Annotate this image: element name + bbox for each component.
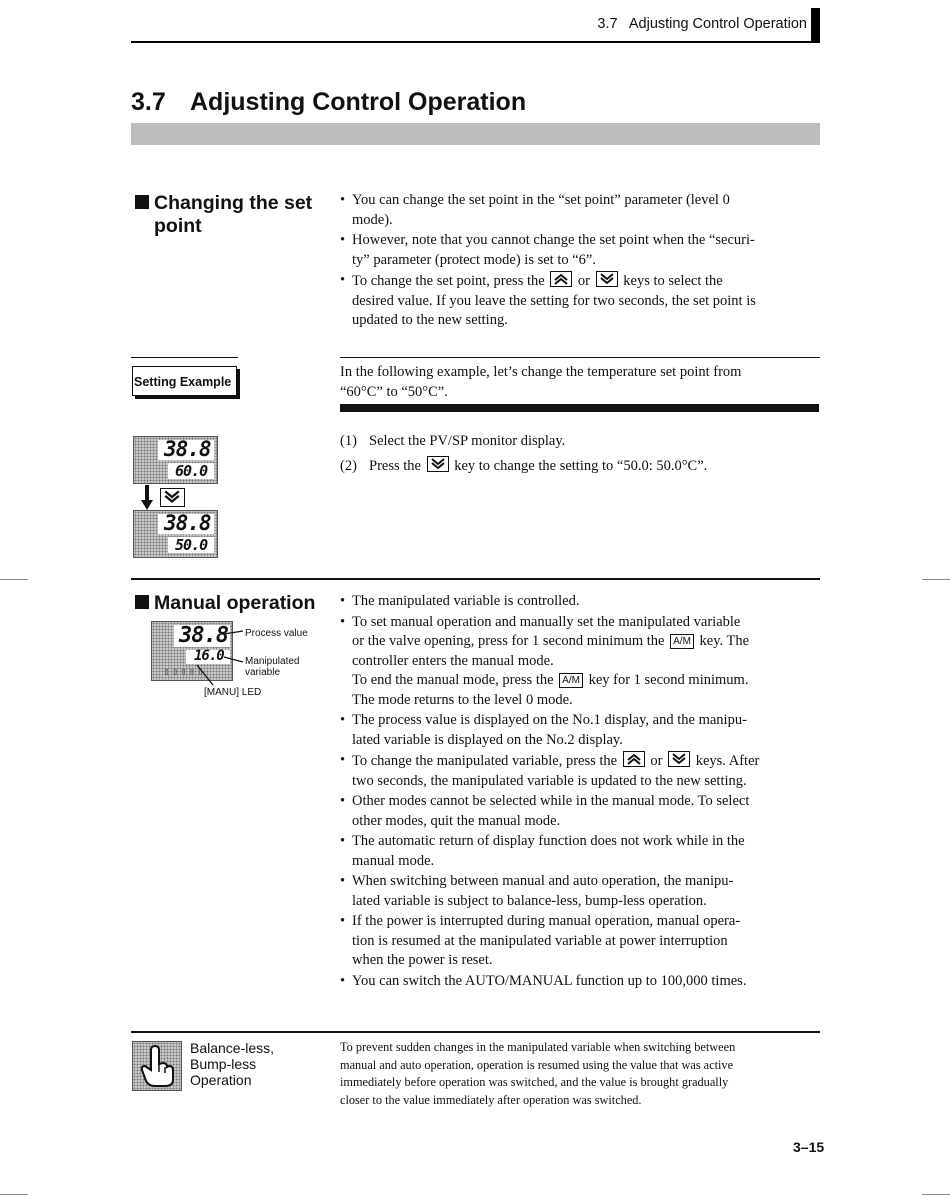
am-key-icon: A/M <box>559 673 583 688</box>
label-process-value: Process value <box>245 628 308 639</box>
list-item: • The process value is displayed on the No.1 display, and the manipu- lated variable is displayed on the No.2 display. <box>340 711 820 750</box>
set-point-bullets <box>340 191 820 332</box>
list-item: • To set manual operation and manually set the manipulated variable or the valve opening, press for 1 second minimum the A/M key. The controller enters the manual mode. To end the manual mode, press the A/M key for 1 second minimum. The mode returns to the level 0 mode. <box>340 613 820 711</box>
crop-mark <box>0 579 28 580</box>
down-key-icon <box>596 271 618 287</box>
pv-value: 38.8 <box>164 437 211 461</box>
page-title <box>131 88 526 117</box>
up-key-icon <box>623 751 645 767</box>
list-item: • You can change the set point in the “set point” parameter (level 0 mode). <box>340 191 820 230</box>
down-key-icon <box>160 488 185 507</box>
manual-operation-bullets <box>340 592 820 992</box>
setting-example-intro: In the following example, let’s change the temperature set point from “60°C” to “50°C”. <box>340 364 742 400</box>
divider <box>131 357 238 358</box>
step-2: (2) Press the key to change the setting to “50.0: 50.0°C”. <box>340 458 708 474</box>
crop-mark <box>922 579 950 580</box>
list-item: • Other modes cannot be selected while in the manual mode. To select other modes, quit the manual mode. <box>340 792 820 831</box>
mv-value: 16.0 <box>194 648 224 664</box>
am-key-icon: A/M <box>670 634 694 649</box>
label-manu-led: [MANU] LED <box>204 687 262 698</box>
section-heading-changing-set-point: Changing the set point <box>135 192 312 238</box>
thick-divider <box>340 404 819 412</box>
square-bullet-icon <box>135 595 149 609</box>
display-before <box>133 436 218 484</box>
list-item: • To change the set point, press the or keys to select the desired value. If you leave the setting for two seconds, the set point is updated to the new setting. <box>340 271 820 331</box>
step-1: (1) Select the PV/SP monitor display. <box>340 433 566 449</box>
hand-pointer-icon <box>132 1041 182 1091</box>
title-number: 3.7 <box>131 88 166 116</box>
list-item: • To change the manipulated variable, press the or keys. After two seconds, the manipulated variable is updated to the new setting. <box>340 751 820 791</box>
running-header: 3.7 Adjusting Control Operation <box>597 16 807 32</box>
square-bullet-icon <box>135 195 149 209</box>
note-text: To prevent sudden changes in the manipulated variable when switching between manual and auto operation, operation is resumed using the value that was active immediately before operation was switched, and the value is brought gradually closer to the value immediately after operation was switched. <box>340 1040 736 1107</box>
title-text: Adjusting Control Operation <box>190 88 527 116</box>
list-item: • The manipulated variable is controlled. <box>340 592 820 612</box>
page-number: 3–15 <box>793 1139 825 1155</box>
section-heading-manual-operation: Manual operation <box>135 592 315 615</box>
title-band <box>131 123 820 145</box>
divider <box>131 578 820 580</box>
list-item: • When switching between manual and auto operation, the manipu- lated variable is subject to balance-less, bump-less operation. <box>340 872 820 911</box>
divider <box>340 357 820 358</box>
pv-value: 38.8 <box>164 511 211 535</box>
pv-value: 38.8 <box>179 623 228 648</box>
list-item: • The automatic return of display function does not work while in the manual mode. <box>340 832 820 871</box>
list-item: • If the power is interrupted during manual operation, manual opera- tion is resumed at the manipulated variable at power interruption when the power is reset. <box>340 912 820 971</box>
setting-example-box <box>132 366 237 396</box>
sp-value: 50.0 <box>175 536 208 554</box>
crop-mark <box>0 1194 28 1195</box>
sp-value: 60.0 <box>175 462 208 480</box>
setting-example-label: Setting Example <box>134 375 232 389</box>
label-manipulated-variable: Manipulated variable <box>245 656 300 678</box>
up-key-icon <box>550 271 572 287</box>
down-key-icon <box>427 456 449 472</box>
divider <box>131 1031 820 1033</box>
status-leds: ▯▯▯▯▯ <box>164 667 207 677</box>
header-tab-bar <box>811 8 820 43</box>
display-after <box>133 510 218 558</box>
note-heading: Balance-less, Bump-less Operation <box>190 1040 275 1088</box>
header-rule <box>131 41 820 43</box>
down-key-icon <box>668 751 690 767</box>
list-item: • However, note that you cannot change the set point when the “securi- ty” parameter (protect mode) is set to “6”. <box>340 231 820 270</box>
list-item: • You can switch the AUTO/MANUAL function up to 100,000 times. <box>340 972 820 992</box>
crop-mark <box>922 1194 950 1195</box>
